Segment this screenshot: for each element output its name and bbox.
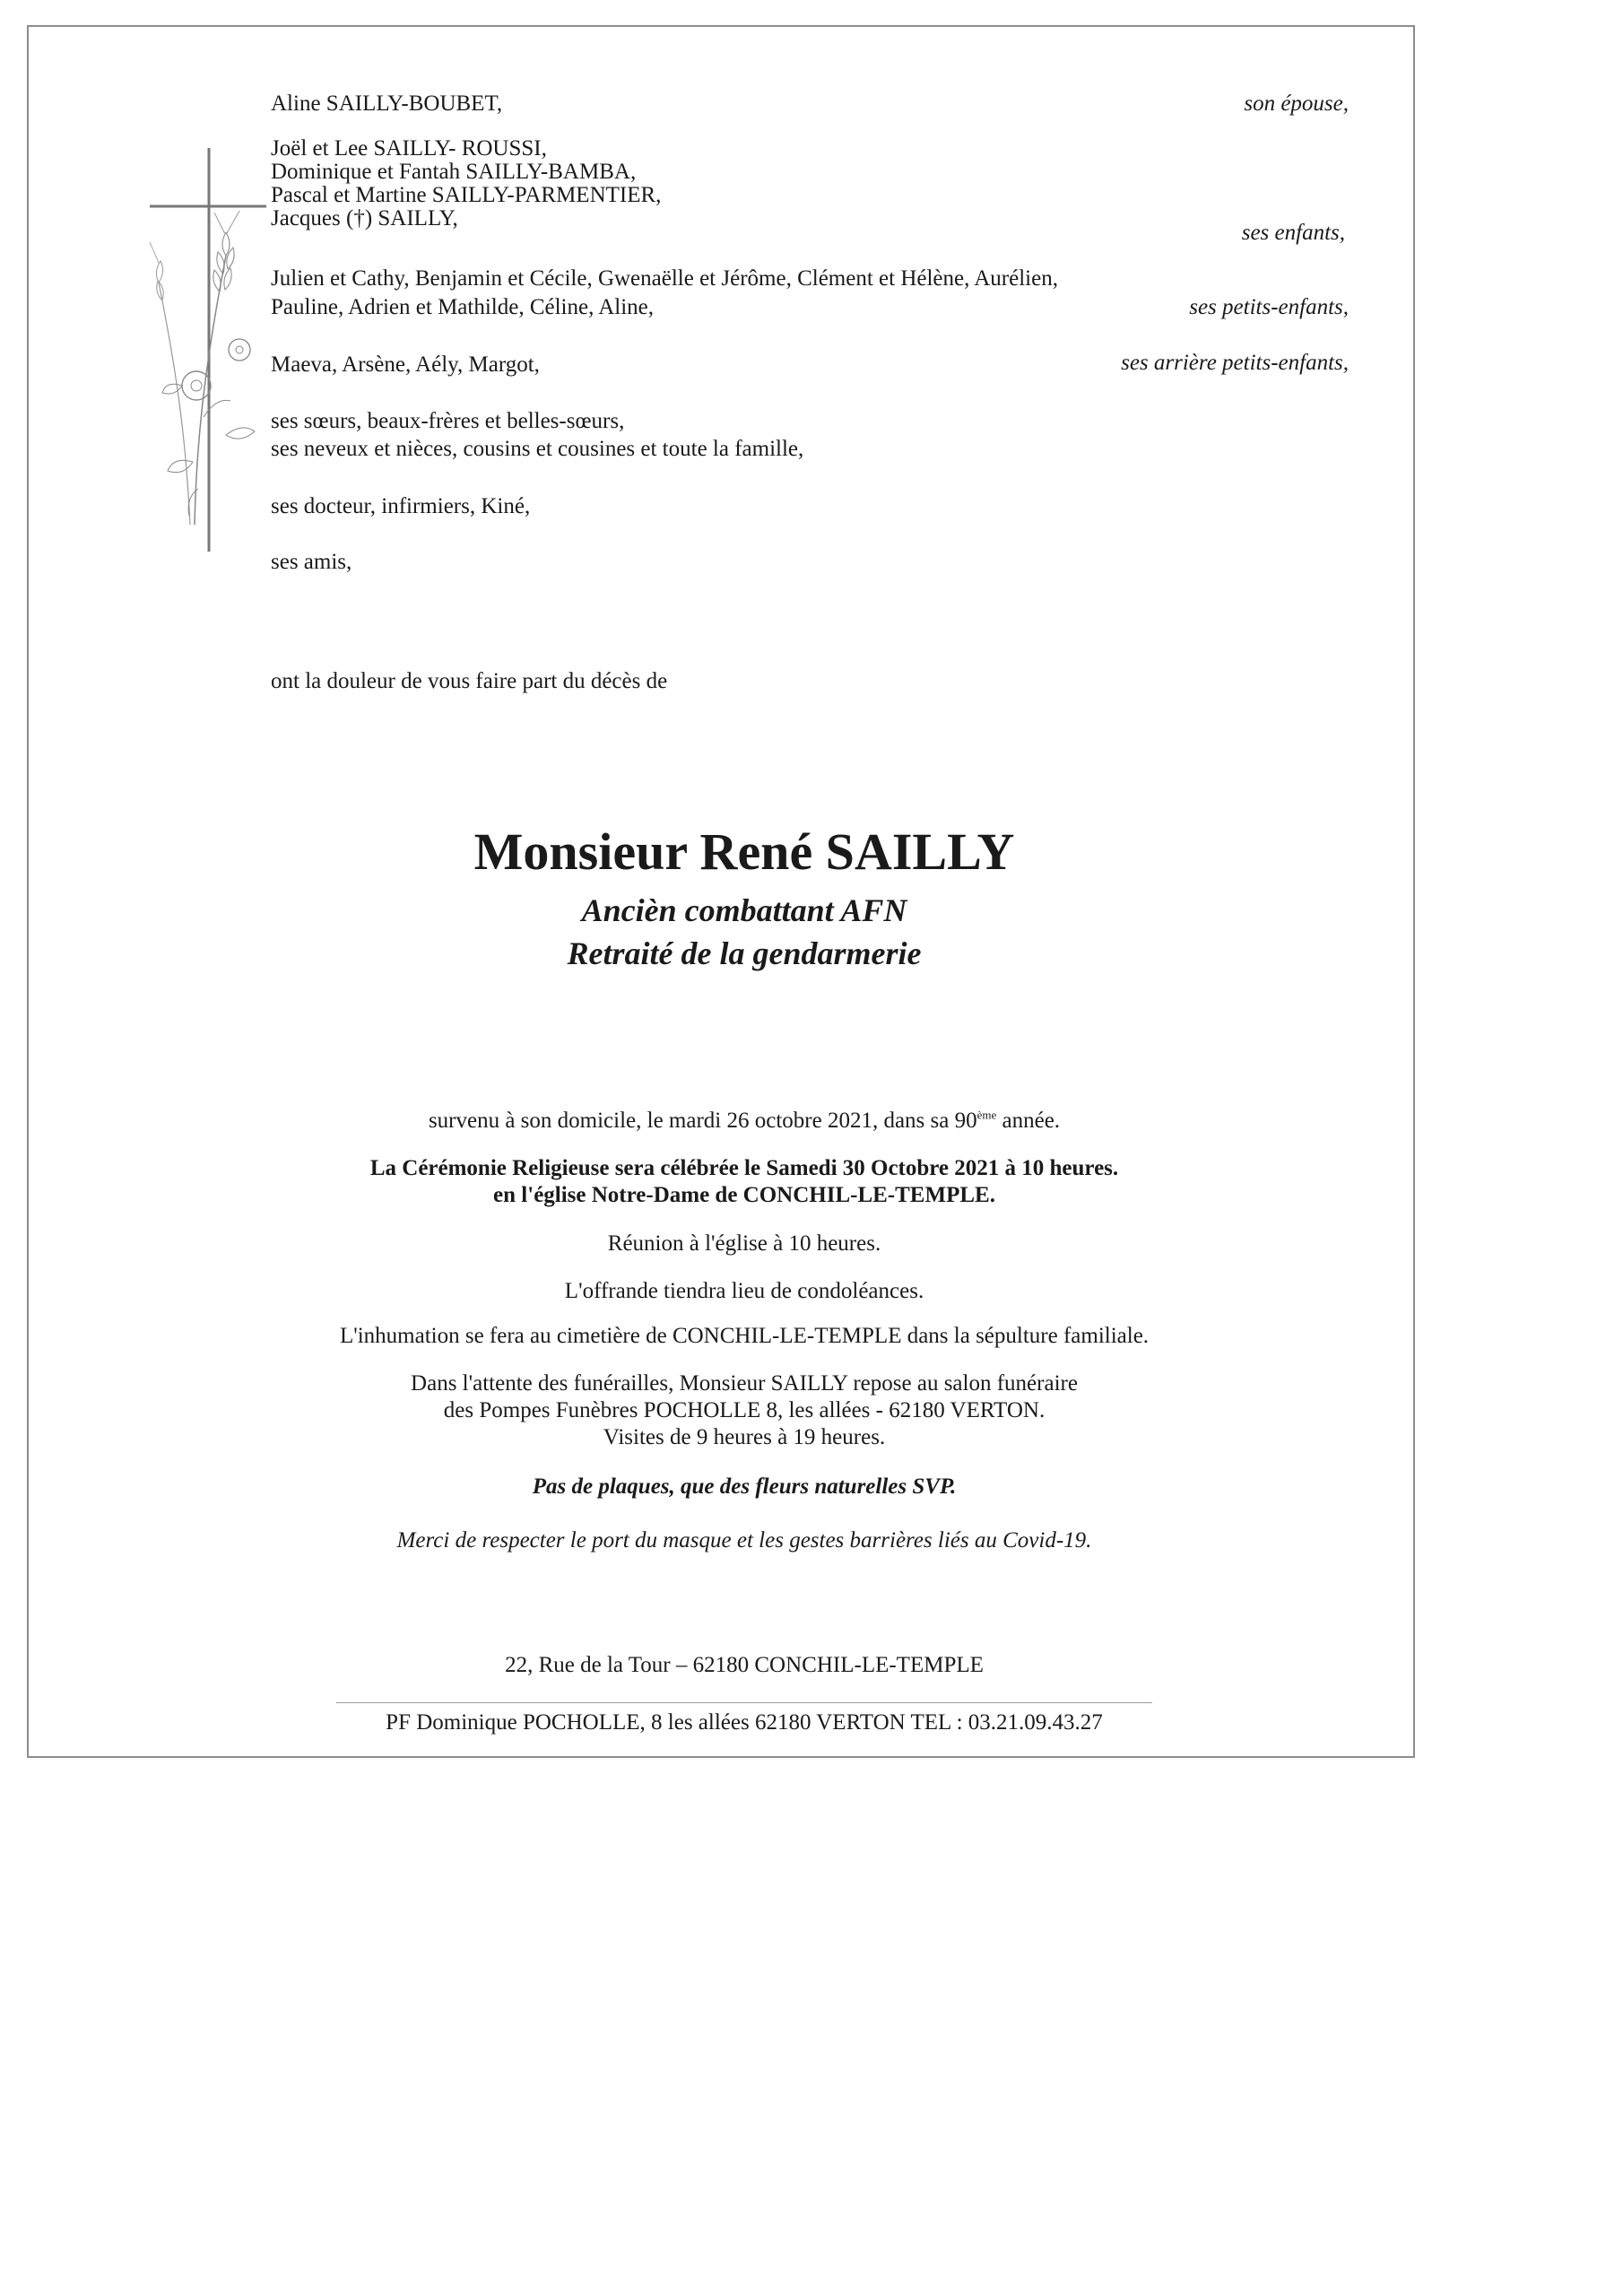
death-notice bbox=[90, 1108, 1399, 1135]
cross-with-wheat-icon bbox=[141, 148, 275, 565]
death-notice-text: survenu à son domicile, le mardi 26 octobre 2021, dans sa 90 bbox=[428, 1109, 977, 1133]
caregivers: ses docteur, infirmiers, Kiné, bbox=[271, 494, 531, 518]
viewing-line-2: des Pompes Funèbres POCHOLLE 8, les allées - 62180 VERTON. bbox=[443, 1398, 1046, 1422]
offering-text: L'offrande tiendra lieu de condoléances. bbox=[564, 1279, 924, 1303]
grandchildren-line-2: Pauline, Adrien et Mathilde, Céline, Aline, bbox=[271, 295, 655, 319]
flowers-notice: Pas de plaques, que des fleurs naturelles SVP. bbox=[532, 1474, 957, 1499]
deceased-name: Monsieur René SAILLY bbox=[473, 822, 1015, 881]
siblings-line-2: ses neveux et nièces, cousins et cousines et toute la famille, bbox=[271, 437, 804, 461]
grandchildren-role: ses petits-enfants, bbox=[1189, 295, 1349, 319]
grandchildren-line-1: Julien et Cathy, Benjamin et Cécile, Gwenaëlle et Jérôme, Clément et Hélène, Aurélien, bbox=[271, 266, 1058, 291]
viewing-line-3: Visites de 9 heures à 19 heures. bbox=[603, 1425, 886, 1449]
child-name: Pascal et Martine SAILLY-PARMENTIER, bbox=[271, 183, 662, 207]
viewing-line-1: Dans l'attente des funérailles, Monsieur SAILLY repose au salon funéraire bbox=[411, 1371, 1078, 1396]
siblings-line-1: ses sœurs, beaux-frères et belles-sœurs, bbox=[271, 409, 625, 433]
deceased-title-1: Ancièn combattant AFN bbox=[581, 892, 907, 928]
spouse-name: Aline SAILLY-BOUBET, bbox=[271, 91, 503, 116]
spouse-role: son épouse, bbox=[1244, 91, 1349, 116]
ceremony-line-2: en l'église Notre-Dame de CONCHIL-LE-TEMPLE. bbox=[493, 1183, 995, 1207]
deceased-title-2: Retraité de la gendarmerie bbox=[567, 935, 922, 971]
child-name: Jacques (†) SAILLY, bbox=[271, 206, 458, 230]
meeting-text: Réunion à l'église à 10 heures. bbox=[607, 1231, 881, 1256]
burial-text: L'inhumation se fera au cimetière de CONCHIL-LE-TEMPLE dans la sépulture familiale. bbox=[339, 1324, 1150, 1348]
footer-divider bbox=[336, 1702, 1152, 1703]
death-notice-after: année. bbox=[996, 1109, 1061, 1133]
child-name: Dominique et Fantah SAILLY-BAMBA, bbox=[271, 160, 637, 184]
funeral-home-footer: PF Dominique POCHOLLE, 8 les allées 62180 VERTON TEL : 03.21.09.43.27 bbox=[386, 1710, 1103, 1735]
friends: ses amis, bbox=[271, 550, 352, 574]
ceremony-line-1: La Cérémonie Religieuse sera célébrée le Samedi 30 Octobre 2021 à 10 heures. bbox=[369, 1156, 1119, 1180]
child-name: Joël et Lee SAILLY- ROUSSI, bbox=[271, 136, 547, 161]
great-grandchildren-role: ses arrière petits-enfants, bbox=[1121, 351, 1349, 375]
children-role: ses enfants, bbox=[1241, 221, 1345, 245]
death-notice-ordinal: ème bbox=[976, 1108, 997, 1122]
family-address: 22, Rue de la Tour – 62180 CONCHIL-LE-TEMPLE bbox=[505, 1653, 984, 1677]
covid-notice: Merci de respecter le port du masque et les gestes barrières liés au Covid-19. bbox=[396, 1528, 1092, 1552]
great-grandchildren-names: Maeva, Arsène, Aély, Margot, bbox=[271, 352, 540, 377]
announcement-text: ont la douleur de vous faire part du décès de bbox=[271, 669, 668, 693]
